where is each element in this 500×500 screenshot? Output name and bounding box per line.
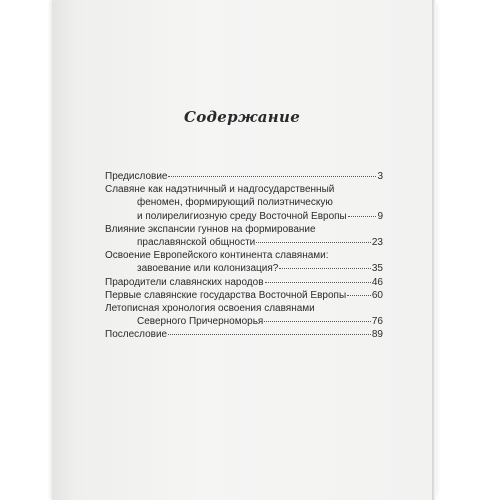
toc-entry-text: Первые славянские государства Восточной Европы	[105, 289, 347, 301]
toc-entry-text: феномен, формирующий полиэтническую	[137, 197, 333, 209]
page-title: Содержание	[183, 108, 301, 126]
table-of-contents	[105, 170, 383, 342]
toc-page-number: 3	[377, 171, 383, 182]
dot-leader	[265, 281, 371, 283]
toc-entry-text: Предисловие	[105, 171, 168, 182]
book-page	[52, 0, 432, 500]
toc-entry-text: Влияние экспансии гуннов на формирование	[105, 223, 316, 235]
dot-leader	[348, 215, 377, 217]
dot-leader	[279, 267, 371, 269]
toc-entry-preface	[105, 170, 383, 183]
toc-page-number: 60	[371, 289, 383, 301]
toc-entry-text: и полирелигиозную среду Восточной Европы	[137, 210, 347, 222]
dot-leader	[264, 320, 371, 322]
toc-entry-continent-settlement	[105, 249, 383, 275]
toc-entry-text: Освоение Европейского континента славянами:	[105, 250, 329, 262]
toc-page-number: 76	[371, 316, 383, 328]
toc-page-number: 23	[371, 237, 383, 249]
toc-entry-text: праславянской общности	[137, 237, 256, 249]
toc-entry-text: Славяне как надэтничный и надгосударственный	[105, 184, 335, 196]
toc-page-number: 35	[371, 263, 383, 275]
toc-entry-text: завоевание или колонизация?	[137, 263, 279, 275]
toc-entry-huns-expansion	[105, 223, 383, 249]
page-edge	[432, 0, 436, 500]
toc-page-number: 46	[371, 276, 383, 288]
toc-entry-ancestors	[105, 276, 383, 289]
toc-entry-afterword	[105, 328, 383, 341]
dot-leader	[168, 175, 376, 177]
toc-entry-chronology	[105, 302, 383, 328]
dot-leader	[347, 294, 371, 296]
dot-leader	[168, 333, 371, 335]
dot-leader	[256, 241, 371, 243]
toc-entry-text: Северного Причерноморья	[137, 316, 264, 328]
toc-page-number: 89	[371, 329, 383, 341]
toc-entry-text: Летописная хронология освоения славянами	[105, 303, 315, 315]
toc-entry-text: Послесловие	[105, 329, 168, 341]
toc-entry-slavs-phenomenon	[105, 183, 383, 223]
toc-entry-text: Прародители славянских народов	[105, 276, 264, 288]
toc-page-number: 9	[377, 210, 383, 222]
toc-entry-first-states	[105, 289, 383, 302]
